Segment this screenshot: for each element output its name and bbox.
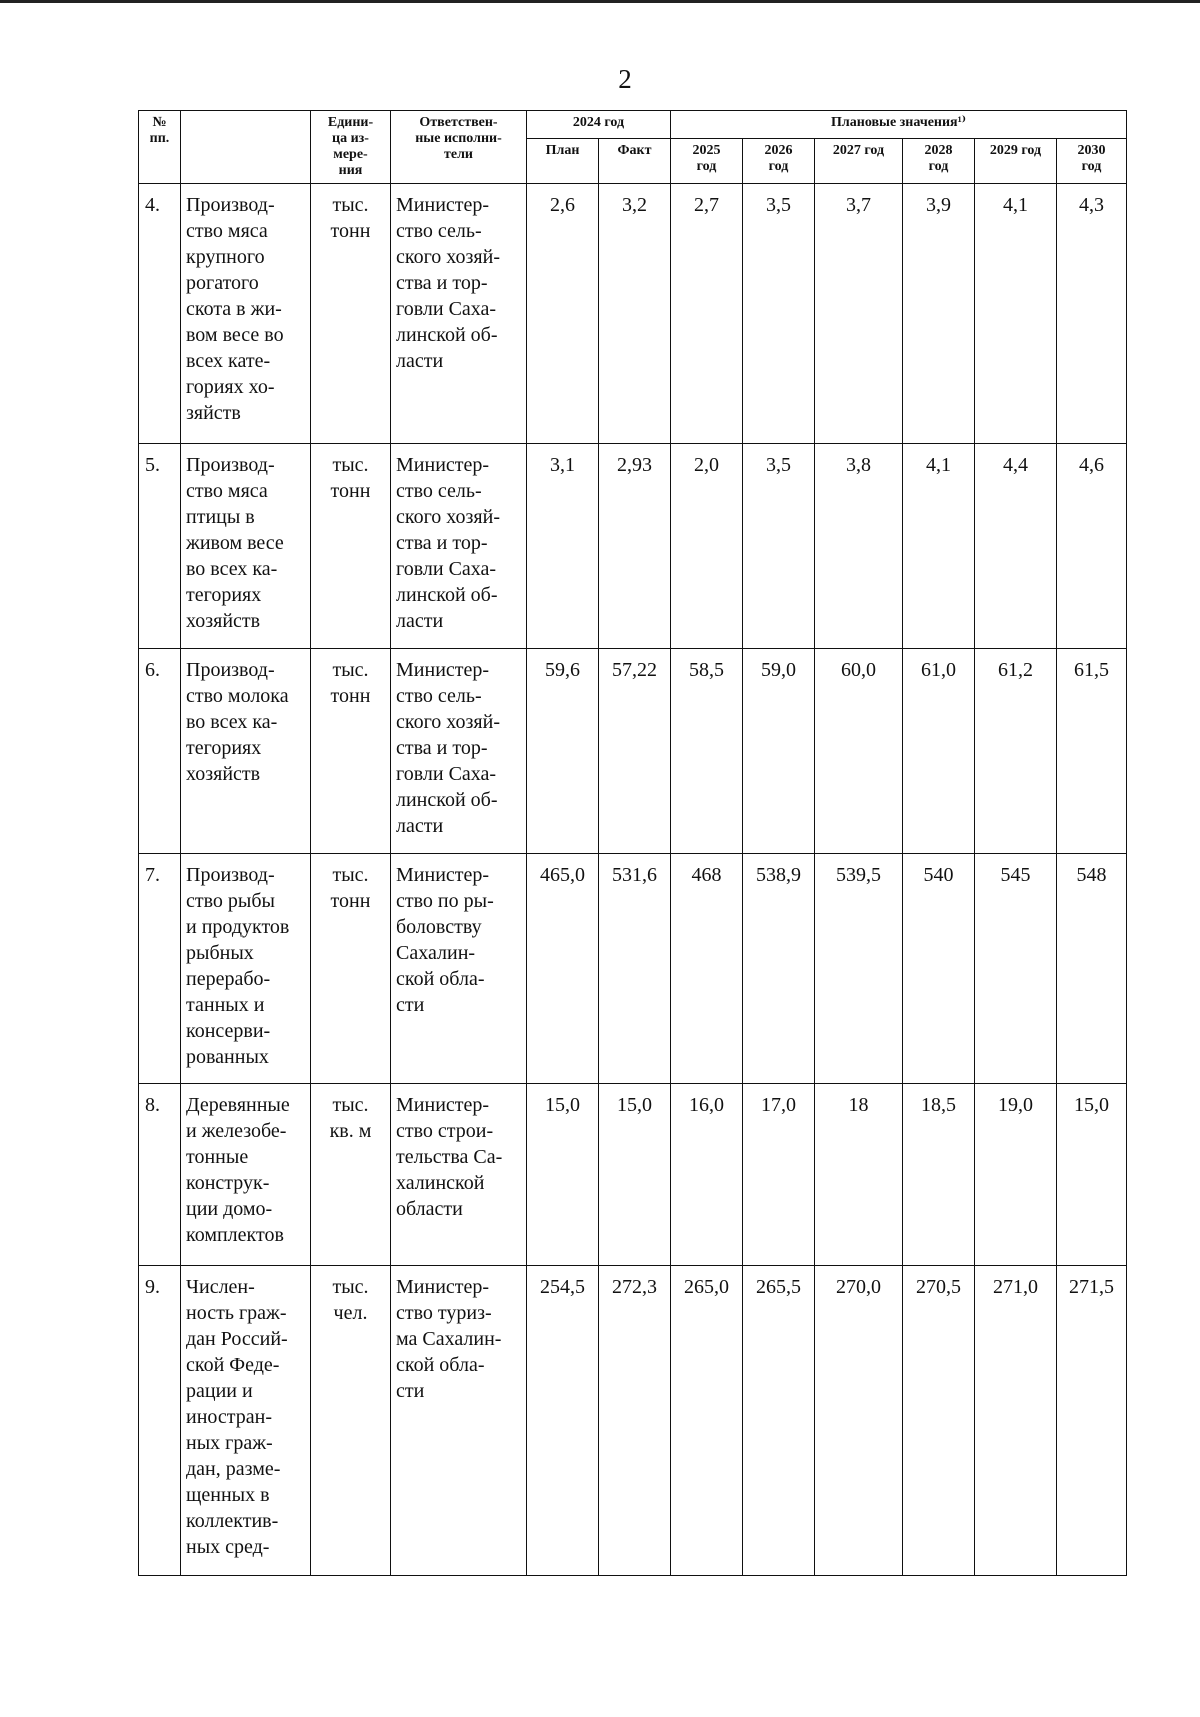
value-2028-cell: 18,5 — [903, 1084, 975, 1266]
value-2026-cell: 17,0 — [743, 1084, 815, 1266]
indicator-name: Числен- ность граж- дан Россий- ской Феде- рации и иностран- ных граж- дан, разме- щенных в коллектив- ных сред- — [181, 1266, 311, 1576]
value-2025-cell: 2,0 — [671, 444, 743, 649]
value-2026-cell: 265,5 — [743, 1266, 815, 1576]
header-2030: 2030 год — [1057, 138, 1127, 183]
value-2027-cell: 539,5 — [815, 854, 903, 1084]
value-2030-cell: 15,0 — [1057, 1084, 1127, 1266]
value-2029-cell: 271,0 — [975, 1266, 1057, 1576]
indicator-name: Деревянные и железобе- тонные конструк- ции домо- комплектов — [181, 1084, 311, 1266]
row-number: 7. — [139, 854, 181, 1084]
value-2027-cell: 270,0 — [815, 1266, 903, 1576]
table-row — [139, 649, 1127, 854]
value-2025-cell: 265,0 — [671, 1266, 743, 1576]
value-2030-cell: 61,5 — [1057, 649, 1127, 854]
unit-cell: тыс. тонн — [311, 854, 391, 1084]
fact-2024-cell: 531,6 — [599, 854, 671, 1084]
indicator-name: Производ- ство мяса птицы в живом весе во всех ка- тегориях хозяйств — [181, 444, 311, 649]
table-row — [139, 184, 1127, 444]
value-2028-cell: 270,5 — [903, 1266, 975, 1576]
indicators-table — [138, 110, 1127, 1576]
value-2029-cell: 4,4 — [975, 444, 1057, 649]
header-2027: 2027 год — [815, 138, 903, 183]
unit-cell: тыс. кв. м — [311, 1084, 391, 1266]
unit-cell: тыс. тонн — [311, 184, 391, 444]
header-unit: Едини- ца из- мере- ния — [311, 111, 391, 184]
fact-2024-cell: 272,3 — [599, 1266, 671, 1576]
row-number: 6. — [139, 649, 181, 854]
header-planned-values: Плановые значения¹⁾ — [671, 111, 1127, 139]
table-header — [139, 111, 1127, 184]
header-plan: План — [527, 138, 599, 183]
value-2025-cell: 468 — [671, 854, 743, 1084]
plan-2024-cell: 3,1 — [527, 444, 599, 649]
responsible-cell: Министер- ство туриз- ма Сахалин- ской обла- сти — [391, 1266, 527, 1576]
row-number: 9. — [139, 1266, 181, 1576]
header-2026: 2026 год — [743, 138, 815, 183]
indicator-name: Производ- ство мяса крупного рогатого скота в жи- вом весе во всех кате- гориях хо- зяйств — [181, 184, 311, 444]
header-indicator — [181, 111, 311, 184]
responsible-cell: Министер- ство сель- ского хозяй- ства и тор- говли Саха- линской об- ласти — [391, 444, 527, 649]
value-2029-cell: 4,1 — [975, 184, 1057, 444]
responsible-cell: Министер- ство сель- ского хозяй- ства и тор- говли Саха- линской об- ласти — [391, 184, 527, 444]
indicator-name: Производ- ство молока во всех ка- тегориях хозяйств — [181, 649, 311, 854]
value-2030-cell: 4,6 — [1057, 444, 1127, 649]
value-2026-cell: 3,5 — [743, 184, 815, 444]
value-2030-cell: 4,3 — [1057, 184, 1127, 444]
value-2027-cell: 3,8 — [815, 444, 903, 649]
fact-2024-cell: 15,0 — [599, 1084, 671, 1266]
header-2029: 2029 год — [975, 138, 1057, 183]
value-2027-cell: 60,0 — [815, 649, 903, 854]
plan-2024-cell: 254,5 — [527, 1266, 599, 1576]
row-number: 8. — [139, 1084, 181, 1266]
unit-cell: тыс. тонн — [311, 444, 391, 649]
table-row — [139, 1266, 1127, 1576]
value-2025-cell: 2,7 — [671, 184, 743, 444]
value-2028-cell: 3,9 — [903, 184, 975, 444]
page-number: 2 — [618, 64, 632, 94]
header-2028: 2028 год — [903, 138, 975, 183]
value-2028-cell: 540 — [903, 854, 975, 1084]
table-row — [139, 1084, 1127, 1266]
responsible-cell: Министер- ство строи- тельства Са- халинской области — [391, 1084, 527, 1266]
table-row — [139, 444, 1127, 649]
value-2027-cell: 3,7 — [815, 184, 903, 444]
plan-2024-cell: 2,6 — [527, 184, 599, 444]
row-number: 5. — [139, 444, 181, 649]
header-fact: Факт — [599, 138, 671, 183]
unit-cell: тыс. чел. — [311, 1266, 391, 1576]
header-responsible: Ответствен- ные исполни- тели — [391, 111, 527, 184]
plan-2024-cell: 59,6 — [527, 649, 599, 854]
header-year-2024: 2024 год — [527, 111, 671, 139]
value-2030-cell: 271,5 — [1057, 1266, 1127, 1576]
value-2026-cell: 3,5 — [743, 444, 815, 649]
value-2029-cell: 545 — [975, 854, 1057, 1084]
header-2025: 2025 год — [671, 138, 743, 183]
plan-2024-cell: 15,0 — [527, 1084, 599, 1266]
value-2026-cell: 59,0 — [743, 649, 815, 854]
fact-2024-cell: 57,22 — [599, 649, 671, 854]
value-2030-cell: 548 — [1057, 854, 1127, 1084]
plan-2024-cell: 465,0 — [527, 854, 599, 1084]
header-num: № пп. — [139, 111, 181, 184]
value-2028-cell: 61,0 — [903, 649, 975, 854]
value-2028-cell: 4,1 — [903, 444, 975, 649]
value-2025-cell: 16,0 — [671, 1084, 743, 1266]
value-2029-cell: 19,0 — [975, 1084, 1057, 1266]
unit-cell: тыс. тонн — [311, 649, 391, 854]
fact-2024-cell: 3,2 — [599, 184, 671, 444]
indicator-name: Производ- ство рыбы и продуктов рыбных перерабо- танных и консерви- рованных — [181, 854, 311, 1084]
value-2027-cell: 18 — [815, 1084, 903, 1266]
value-2029-cell: 61,2 — [975, 649, 1057, 854]
table-body — [139, 184, 1127, 1576]
top-border-line — [0, 0, 1200, 3]
table-row — [139, 854, 1127, 1084]
responsible-cell: Министер- ство сель- ского хозяй- ства и тор- говли Саха- линской об- ласти — [391, 649, 527, 854]
responsible-cell: Министер- ство по ры- боловству Сахалин- ской обла- сти — [391, 854, 527, 1084]
value-2025-cell: 58,5 — [671, 649, 743, 854]
fact-2024-cell: 2,93 — [599, 444, 671, 649]
row-number: 4. — [139, 184, 181, 444]
value-2026-cell: 538,9 — [743, 854, 815, 1084]
